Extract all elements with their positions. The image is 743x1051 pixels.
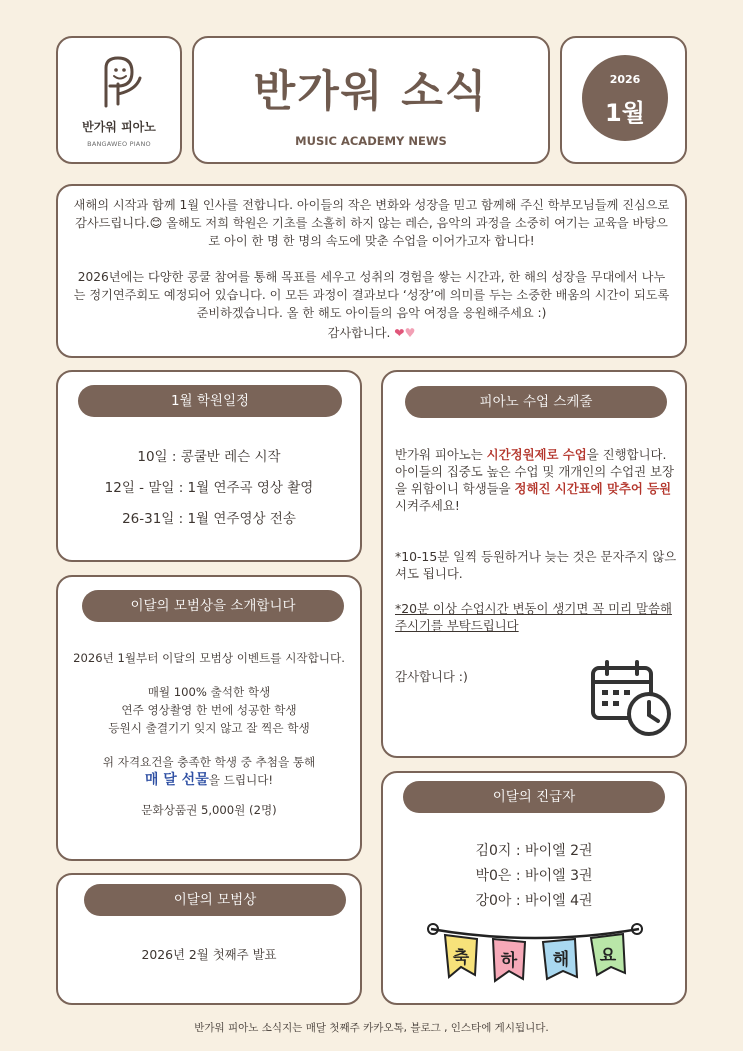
award-line-1: 2026년 1월부터 이달의 모범상 이벤트를 시작합니다. <box>73 651 345 665</box>
logo-name: 반가워 피아노 <box>82 120 156 134</box>
piano-highlight: 시간정원제로 수업 <box>486 447 587 462</box>
award-criterion: 연주 영상촬영 한 번에 성공한 학생 <box>121 703 297 717</box>
piano-logo-icon <box>96 54 146 110</box>
advancer-item: 박0은 : 바이엘 3권 <box>475 868 593 884</box>
award-intro-card <box>56 575 362 861</box>
advancer-list <box>383 839 685 914</box>
banner-letter: 요 <box>599 946 617 966</box>
logo-subtitle: BANGAWEO PIANO <box>87 140 151 148</box>
hearts-icon: ❤ <box>394 326 405 340</box>
award-line-2: 위 자격요건을 충족한 학생 중 추첨을 통해 <box>102 755 316 769</box>
piano-text-part: 을 진행합니다. 아이들의 집중도 높은 수업 및 개개인의 수업권 보장을 위함이니 학생들을 <box>395 447 674 496</box>
footer-note: 반가워 피아노 소식지는 매달 첫째주 카카오톡, 블로그 , 인스타에 게시됩니다. <box>194 1022 549 1034</box>
intro-p1-a: 새해의 시작과 함께 1월 인사를 전합니다. 아이들의 작은 변화와 성장을 믿고 함께해 주신 학부모님들께 진심으로 감사드립니다. <box>73 198 670 230</box>
schedule-item: 12일 - 말일 : 1월 연주곡 영상 촬영 <box>104 480 314 496</box>
page-subtitle: MUSIC ACADEMY NEWS <box>295 134 447 148</box>
schedule-list <box>58 442 360 535</box>
heart-small-icon: ♥ <box>404 326 416 340</box>
advancer-item: 강0아 : 바이엘 4권 <box>475 893 593 909</box>
schedule-item: 26-31일 : 1월 연주영상 전송 <box>122 511 296 527</box>
piano-title: 피아노 수업 스케줄 <box>405 386 667 418</box>
page-title: 반가워 소식 <box>253 67 489 117</box>
award-intro-text <box>62 649 356 819</box>
piano-note-2: *20분 이상 수업시간 변동이 생기면 꼭 미리 말씀해주시기를 부탁드립니다 <box>395 601 672 633</box>
piano-thanks: 감사합니다 :) <box>395 669 468 684</box>
advancer-title: 이달의 진급자 <box>403 781 665 813</box>
date-card <box>560 36 687 164</box>
award-gift: 매 달 선물 <box>144 772 209 788</box>
intro-p2: 2026년에는 다양한 콩쿨 참여를 통해 목표를 세우고 성취의 경험을 쌓는 시간과, 한 해의 성장을 무대에서 나누는 정기연주회도 예정되어 있습니다. 이 모든 과정이 결과보다 ‘성장’에 의미를 두는 소중한 배움의 시간이 되도록 준비하겠습니다. 올 한 해도 아이들의 음악 여정을 응원해주세요 :) <box>73 270 670 320</box>
piano-schedule-card <box>381 370 687 758</box>
intro-text <box>72 196 671 342</box>
piano-text-part: 반가워 피아노는 <box>395 447 487 462</box>
award-prize: 문화상품권 5,000원 (2명) <box>141 803 277 817</box>
award-gift-suffix: 을 드립니다! <box>208 773 274 787</box>
title-card <box>192 36 550 164</box>
monthly-award-title: 이달의 모범상 <box>84 884 346 916</box>
piano-text <box>395 446 677 685</box>
date-year: 2026 <box>609 73 641 86</box>
award-intro-title: 이달의 모범상을 소개합니다 <box>82 590 344 622</box>
banner-letter: 하 <box>500 951 518 971</box>
date-month: 1월 <box>605 99 645 127</box>
schedule-card <box>56 370 362 562</box>
award-criterion: 등원시 출결기기 잊지 않고 잘 찍은 학생 <box>108 721 310 735</box>
celebration-banner <box>427 921 643 987</box>
date-badge <box>582 55 668 141</box>
calendar-clock-icon <box>589 658 675 738</box>
advancer-item: 김0지 : 바이엘 2권 <box>475 843 593 859</box>
advancer-card <box>381 771 687 1005</box>
piano-note-1: *10-15분 일찍 등원하거나 늦는 것은 문자주지 않으셔도 됩니다. <box>395 549 677 581</box>
award-criterion: 매월 100% 출석한 학생 <box>147 685 271 699</box>
logo-card <box>56 36 182 164</box>
banner-letter: 축 <box>452 948 470 968</box>
monthly-award-card <box>56 873 362 1005</box>
intro-thanks: 감사합니다. <box>327 326 391 340</box>
banner-letter: 해 <box>552 950 570 970</box>
smile-emoji-icon: 😊 <box>149 216 163 230</box>
monthly-award-text: 2026년 2월 첫째주 발표 <box>141 947 277 962</box>
intro-card <box>56 184 687 358</box>
piano-text-part: 시켜주세요! <box>395 498 460 513</box>
intro-p1-b: 올해도 저희 학원은 기초를 소홀히 하지 않는 레슨, 음악의 과정을 소중히 여기는 교육을 바탕으로 아이 한 명 한 명의 속도에 맞춘 수업을 이어가고자 합니다! <box>162 216 668 248</box>
schedule-title: 1월 학원일정 <box>78 385 342 417</box>
piano-highlight: 정해진 시간표에 맞추어 등원 <box>514 481 672 496</box>
schedule-item: 10일 : 콩쿨반 레슨 시작 <box>137 449 281 465</box>
